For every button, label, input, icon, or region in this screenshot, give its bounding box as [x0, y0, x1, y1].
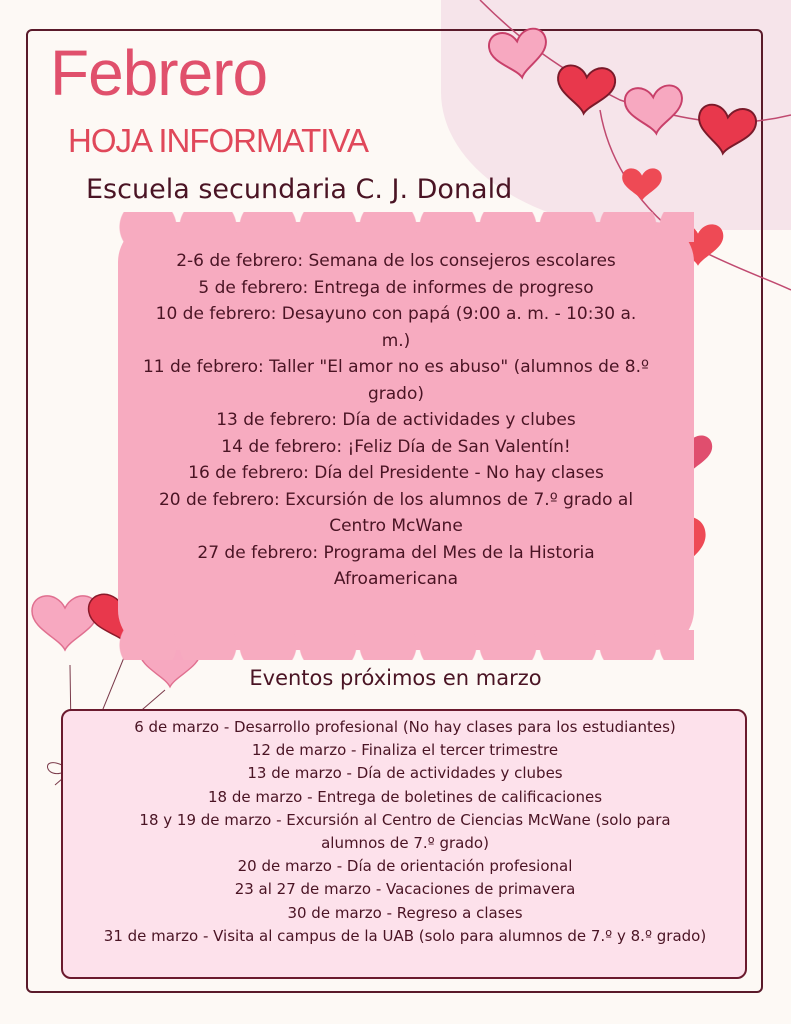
list-item: 20 de febrero: Excursión de los alumnos de 7.º grado al Centro McWane	[158, 489, 634, 536]
march-events-list	[70, 716, 740, 948]
list-item: 2-6 de febrero: Semana de los consejeros escolares	[176, 251, 616, 271]
list-item: 31 de marzo - Visita al campus de la UAB (solo para alumnos de 7.º y 8.º grado)	[103, 926, 707, 945]
list-item: 16 de febrero: Día del Presidente - No hay clases	[188, 463, 604, 483]
heart-icon	[555, 64, 616, 116]
list-item: 23 al 27 de marzo - Vacaciones de primavera	[234, 880, 576, 899]
list-item: 13 de febrero: Día de actividades y clubes	[216, 410, 576, 430]
school-name: Escuela secundaria C. J. Donald	[86, 174, 513, 205]
heart-icon	[624, 84, 685, 136]
list-item: 18 y 19 de marzo - Excursión al Centro de Ciencias McWane (solo para alumnos de 7.º grado)	[139, 810, 671, 853]
march-section-title: Eventos próximos en marzo	[249, 666, 542, 690]
heart-icon	[695, 103, 758, 157]
list-item: 6 de marzo - Desarrollo profesional (No hay clases para los estudiantes)	[134, 718, 676, 736]
list-item: 5 de febrero: Entrega de informes de progreso	[198, 277, 594, 298]
heart-icon	[622, 168, 662, 200]
list-item: 10 de febrero: Desayuno con papá (9:00 a. m. - 10:30 a. m.)	[155, 304, 637, 351]
list-item: 11 de febrero: Taller "El amor no es abuso" (alumnos de 8.º grado)	[142, 357, 650, 404]
list-item: 12 de marzo - Finaliza el tercer trimestre	[251, 741, 559, 760]
page-subtitle: HOJA INFORMATIVA	[68, 122, 368, 159]
list-item: 13 de marzo - Día de actividades y clubes	[247, 764, 563, 783]
list-item: 14 de febrero: ¡Feliz Día de San Valentín!	[221, 436, 571, 457]
list-item: 18 de marzo - Entrega de boletines de calificaciones	[207, 787, 603, 806]
list-item: 20 de marzo - Día de orientación profesional	[237, 857, 573, 876]
list-item: 30 de marzo - Regreso a clases	[287, 903, 523, 922]
list-item: 27 de febrero: Programa del Mes de la Historia Afroamericana	[197, 542, 595, 589]
february-events-list	[140, 248, 652, 593]
page-title: Febrero	[50, 37, 268, 109]
